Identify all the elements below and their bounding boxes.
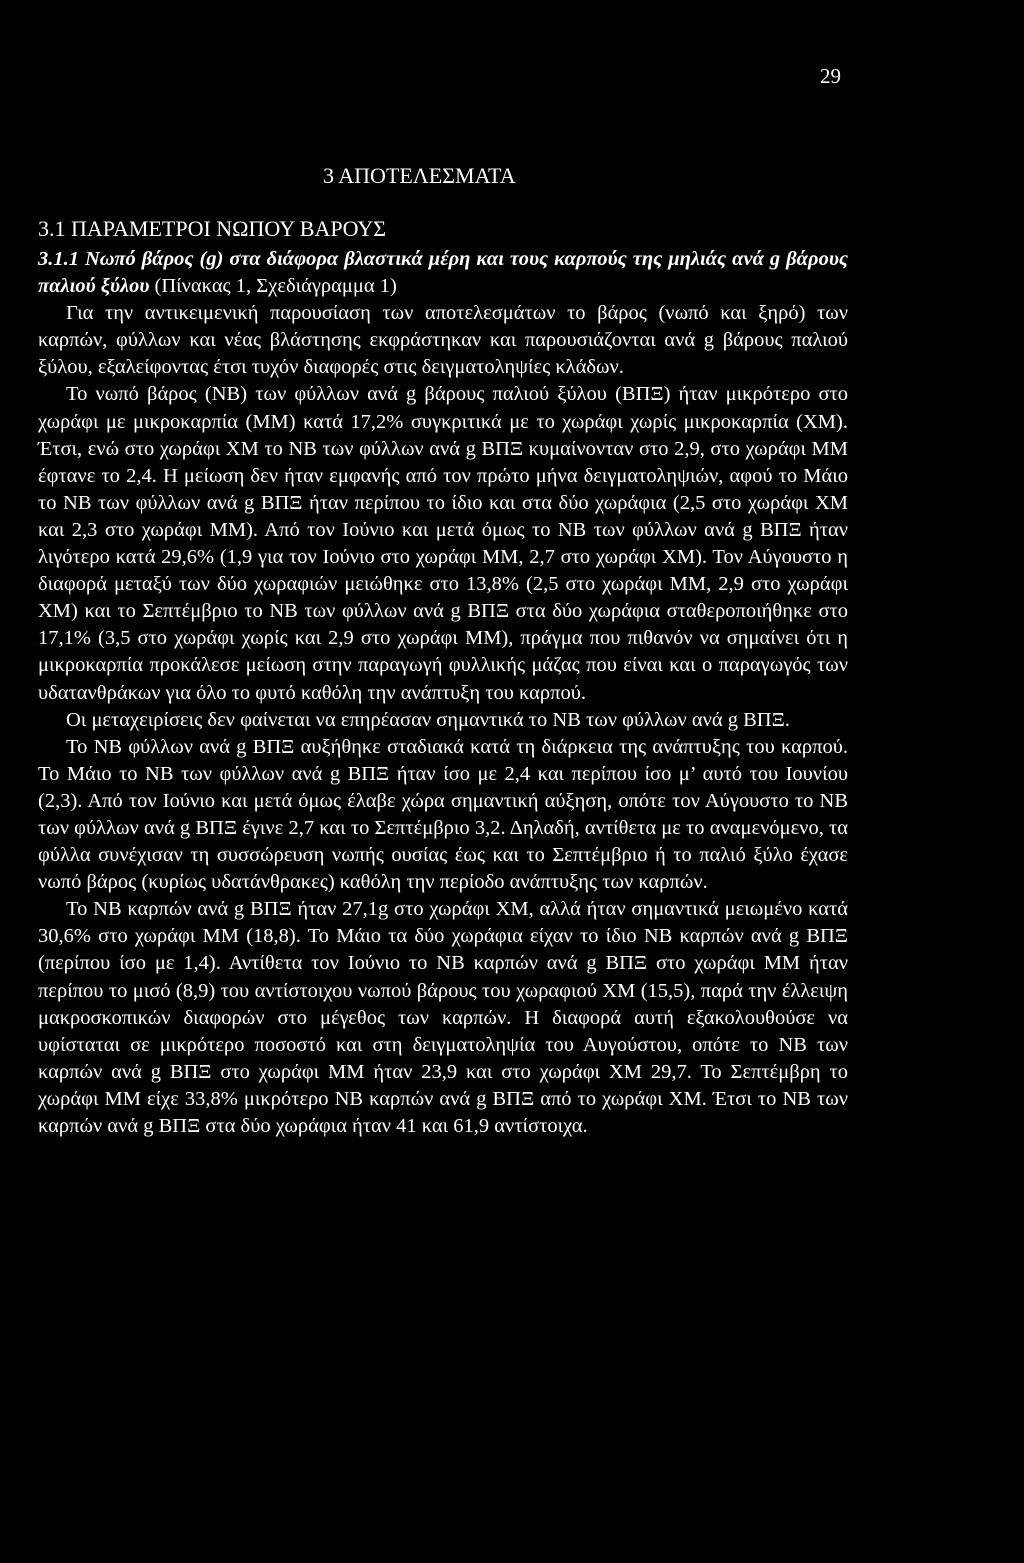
section-heading: 3.1 ΠΑΡΑΜΕΤΡΟΙ ΝΩΠΟΥ ΒΑΡΟΥΣ xyxy=(38,216,387,241)
subsection-reference: (Πίνακας 1, Σχεδιάγραμμα 1) xyxy=(149,275,397,298)
paragraph-leaf-weight: Το νωπό βάρος (ΝΒ) των φύλλων ανά g βάρους παλιού ξύλου (ΒΠΞ) ήταν μικρότερο στο χωράφι με μικροκαρπία (ΜΜ) κατά 17,2% συγκριτικά με το χωράφι χωρίς μικροκαρπία (ΧΜ). Έτσι, ενώ στο χωράφι ΧΜ το ΝΒ των φύλλων ανά g ΒΠΞ κυμαίνονταν στο 2,9, στο χωράφι ΜΜ έφτανε το 2,4. Η μείωση δεν ήταν εμφανής από τον πρώτο μήνα δειγματοληψιών, αφού το Μάιο το ΝΒ των φύλλων ανά g ΒΠΞ ήταν περίπου το ίδιο και στα δύο χωράφια (2,5 στο χωράφι ΧΜ και 2,3 στο χωράφι ΜΜ). Από τον Ιούνιο και μετά όμως το ΝΒ των φύλλων ανά g ΒΠΞ ήταν λιγότερο κατά 29,6% (1,9 για τον Ιούνιο στο χωράφι ΜΜ, 2,7 στο χωράφι ΧΜ). Τον Αύγουστο η διαφορά μεταξύ των δύο χωραφιών μειώθηκε στο 13,8% (2,5 στο χωράφι ΜΜ, 2,9 στο χωράφι ΧΜ) και το Σεπτέμβριο το ΝΒ των φύλλων ανά g ΒΠΞ στα δύο χωράφια σταθεροποιήθηκε στο 17,1% (3,5 στο χωράφι χωρίς και 2,9 στο χωράφι ΜΜ), πράγμα που πιθανόν να σημαίνει ότι η μικροκαρπία προκάλεσε μείωση στην παραγωγή φυλλικής μάζας που είναι και ο παραγωγός των υδατανθράκων για όλο το φυτό καθόλη την ανάπτυξη του καρπού. xyxy=(38,383,848,704)
chapter-title: 3 ΑΠΟΤΕΛΕΣΜΑΤΑ xyxy=(323,163,516,188)
subsection-heading-paragraph xyxy=(38,246,848,300)
paragraph-treatments: Οι μεταχειρίσεις δεν φαίνεται να επηρέασαν σημαντικά το ΝΒ των φύλλων ανά g ΒΠΞ. xyxy=(66,708,790,731)
subsection-heading: 3.1.1 Νωπό βάρος (g) στα διάφορα βλαστικά μέρη και τους καρπούς της μηλιάς ανά g βάρους παλιού ξύλου xyxy=(38,248,848,298)
paragraph-intro: Για την αντικειμενική παρουσίαση των αποτελεσμάτων το βάρος (νωπό και ξηρό) των καρπών, φύλλων και νέας βλάστησης εκφράστηκαν και παρουσιάζονται ανά g βάρους παλιού ξύλου, εξαλείφοντας έτσι τυχόν διαφορές στις δειγματοληψίες κλάδων. xyxy=(38,302,848,379)
paragraph-fruit-weight: Το ΝΒ καρπών ανά g ΒΠΞ ήταν 27,1g στο χωράφι ΧΜ, αλλά ήταν σημαντικά μειωμένο κατά 30,6% στο χωράφι ΜΜ (18,8). Το Μάιο τα δύο χωράφια είχαν το ίδιο ΝΒ καρπών ανά g ΒΠΞ (περίπου ίσο με 1,4). Αντίθετα τον Ιούνιο το ΝΒ καρπών ανά g ΒΠΞ στο χωράφι ΜΜ ήταν περίπου το μισό (8,9) του αντίστοιχου νωπού βάρους του χωραφιού ΧΜ (15,5), παρά την έλλειψη μακροσκοπικών διαφορών στο μέγεθος των καρπών. Η διαφορά αυτή εξακολουθούσε να υφίσταται σε μικρότερο ποσοστό και στη δειγματοληψία του Αυγούστου, οπότε το ΝΒ των καρπών ανά g ΒΠΞ στο χωράφι ΜΜ ήταν 23,9 και στο χωράφι ΧΜ 29,7. Το Σεπτέμβρη το χωράφι ΜΜ είχε 33,8% μικρότερο ΝΒ καρπών ανά g ΒΠΞ από το χωράφι ΧΜ. Έτσι το ΝΒ των καρπών ανά g ΒΠΞ στα δύο χωράφια ήταν 41 και 61,9 αντίστοιχα. xyxy=(38,898,848,1137)
paragraph-leaf-growth: Το ΝΒ φύλλων ανά g ΒΠΞ αυξήθηκε σταδιακά κατά τη διάρκεια της ανάπτυξης του καρπού. Το Μάιο το ΝΒ των φύλλων ανά g ΒΠΞ ήταν ίσο με 2,4 και περίπου ίσο μ’ αυτό του Ιουνίου (2,3). Από τον Ιούνιο και μετά όμως έλαβε χώρα σημαντική αύξηση, οπότε τον Αύγουστο το ΝΒ των φύλλων ανά g ΒΠΞ έγινε 2,7 και το Σεπτέμβριο 3,2. Δηλαδή, αντίθετα με το αναμενόμενο, τα φύλλα συνέχισαν τη συσσώρευση νωπής ουσίας έως και το Σεπτέμβριο ή το παλιό ξύλο έχασε νωπό βάρος (κυρίως υδατάνθρακες) καθόλη την περίοδο ανάπτυξης των καρπών. xyxy=(38,735,848,894)
page-number: 29 xyxy=(820,64,841,88)
document-body xyxy=(38,246,848,1140)
